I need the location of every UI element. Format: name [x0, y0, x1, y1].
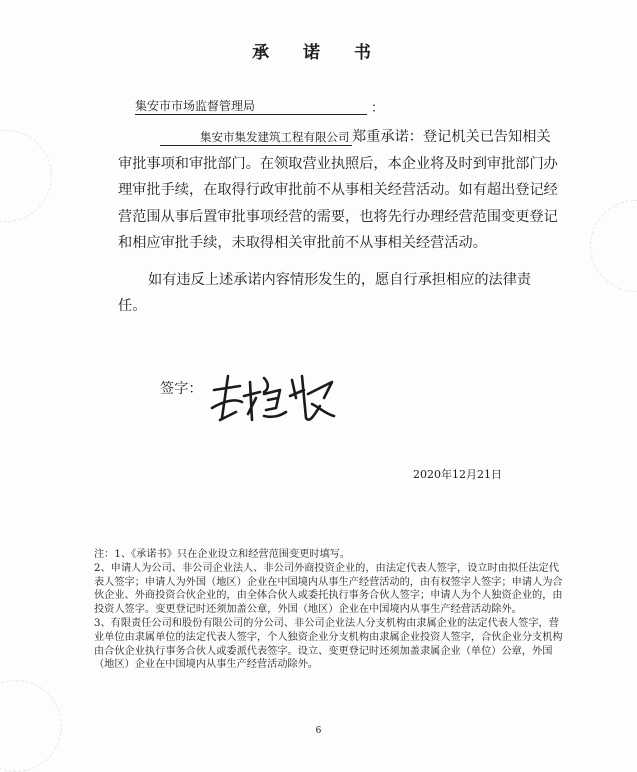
handwritten-signature [206, 368, 338, 426]
page-number: 6 [315, 726, 322, 736]
commitment-body [118, 124, 558, 320]
recipient-line [135, 97, 385, 116]
signature-label: 签字： [160, 381, 203, 397]
sign-date: 2020年12月21日 [413, 468, 502, 481]
watermark-left [0, 130, 52, 222]
watermark-right [590, 200, 637, 292]
commitment-paragraph-1-rest: 相关审批事项和审批部门。在领取营业执照后，本企业将及时到审批部门办理审批手续，在取得行政审批前不从事相关经营活动。如有超出登记经营范围从事后置审批事项经营的需要，也将先行办理经营范围变更登记和相应审批手续，未取得相关审批前不从事相关经营活动。 [118, 129, 558, 251]
commitment-first-line: 郑重承诺：登记机关已告知 [352, 129, 523, 145]
commitment-paragraph-2: 如有违反上述承诺内容情形发生的，愿自行承担相应的法律责任。 [118, 271, 532, 314]
page-title: 承 诺 书 [252, 43, 385, 63]
footnotes [94, 548, 566, 672]
recipient-colon: ： [371, 101, 385, 116]
commitment-paragraph-1 [118, 124, 558, 257]
recipient-name: 集安市市场监督管理局 [135, 97, 367, 115]
footnote-3: 3、有限责任公司和股份有限公司的分公司、非公司企业法人分支机构由隶属企业的法定代表人签字，营业单位由隶属单位的法定代表人签字，个人独资企业分支机构由隶属企业投资人签字，合伙企业分支机构由合伙企业执行事务合伙人或委派代表签字。设立、变更登记时还须加盖隶属企业（单位）公章，外国（地区）企业在中国境内从事生产经营活动除外。 [94, 617, 563, 671]
footnote-1: 注：1、《承诺书》只在企业设立和经营范围变更时填写。 [94, 549, 351, 560]
company-name: 集安市集发建筑工程有限公司 [160, 129, 352, 146]
footnote-2: 2、申请人为公司、非公司企业法人、非公司外商投资企业的，由法定代表人签字，设立时由拟任法定代表人签字；申请人为外国（地区）企业在中国境内从事生产经营活动的，由有权签字人签字；申请人为合伙企业、外商投资合伙企业的，由全体合伙人或委托执行事务合伙人签字；申请人为个人独资企业的，由投资人签字。变更登记时还须加盖公章，外国（地区）企业在中国境内从事生产经营活动除外。 [94, 562, 563, 616]
